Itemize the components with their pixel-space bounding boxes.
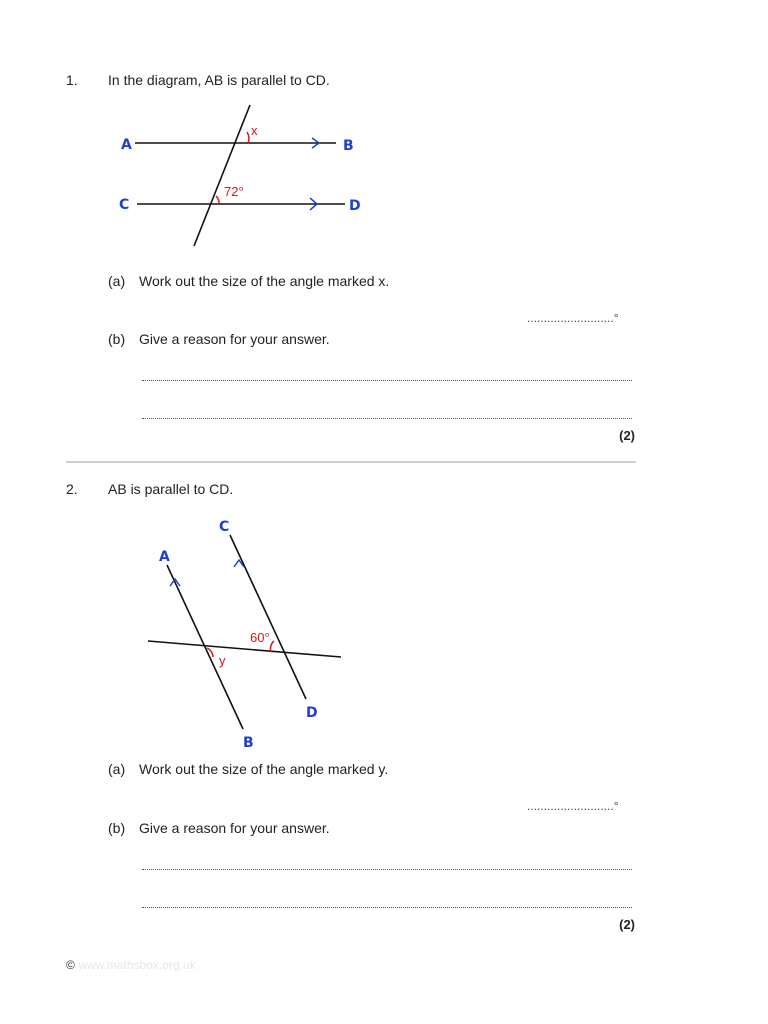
label-d: D	[349, 198, 361, 214]
label-b: B	[343, 138, 354, 154]
q2-reason-line-2[interactable]	[142, 907, 632, 908]
angle-x-label: x	[251, 123, 258, 138]
q1-reason-line-2[interactable]	[142, 418, 632, 419]
q1-part-b-label: (b)	[108, 331, 126, 347]
label-c: C	[219, 519, 230, 535]
q1-part-b-text: Give a reason for your answer.	[139, 331, 330, 347]
question-separator	[66, 461, 636, 463]
q2-part-b-text: Give a reason for your answer.	[139, 820, 330, 836]
q1-part-a-label: (a)	[108, 273, 126, 289]
transversal-line	[194, 105, 250, 246]
q1-degree-symbol: °	[613, 311, 619, 325]
label-a: A	[121, 137, 132, 153]
question-1-diagram	[100, 95, 390, 255]
q2-answer-dots: ..........................	[527, 799, 614, 813]
question-2-diagram	[140, 510, 350, 755]
q2-marks: (2)	[619, 917, 635, 932]
q2-part-a-label: (a)	[108, 761, 126, 777]
line-cd	[230, 535, 306, 699]
label-c: C	[119, 197, 130, 213]
q2-degree-symbol: °	[613, 799, 619, 813]
angle-x-arc	[247, 132, 249, 143]
question-2-stem: AB is parallel to CD.	[108, 481, 234, 497]
angle-72-label: 72°	[224, 184, 244, 199]
question-1-stem: In the diagram, AB is parallel to CD.	[108, 72, 330, 88]
q2-answer-line[interactable]	[527, 799, 619, 813]
angle-60-label: 60°	[250, 630, 270, 645]
q1-reason-line-1[interactable]	[142, 380, 632, 381]
copyright-symbol: ©	[66, 958, 75, 972]
angle-y-label: y	[219, 653, 226, 668]
label-a: A	[159, 549, 170, 565]
q1-part-a-text: Work out the size of the angle marked x.	[139, 273, 390, 289]
angle-60-arc	[270, 641, 274, 652]
q1-answer-line[interactable]	[527, 311, 619, 325]
question-2-number: 2.	[66, 481, 78, 497]
q2-reason-line-1[interactable]	[142, 869, 632, 870]
q1-answer-dots: ..........................	[527, 311, 614, 325]
question-1-number: 1.	[66, 72, 78, 88]
footer-copyright	[66, 958, 196, 972]
label-b: B	[243, 735, 254, 751]
angle-72-arc	[216, 196, 219, 204]
q1-marks: (2)	[619, 428, 635, 443]
footer-website: www.mathsbox.org.uk	[78, 958, 196, 972]
label-d: D	[306, 705, 318, 721]
transversal-line	[148, 641, 341, 657]
q2-part-b-label: (b)	[108, 820, 126, 836]
q2-part-a-text: Work out the size of the angle marked y.	[139, 761, 389, 777]
line-ab	[167, 565, 243, 729]
